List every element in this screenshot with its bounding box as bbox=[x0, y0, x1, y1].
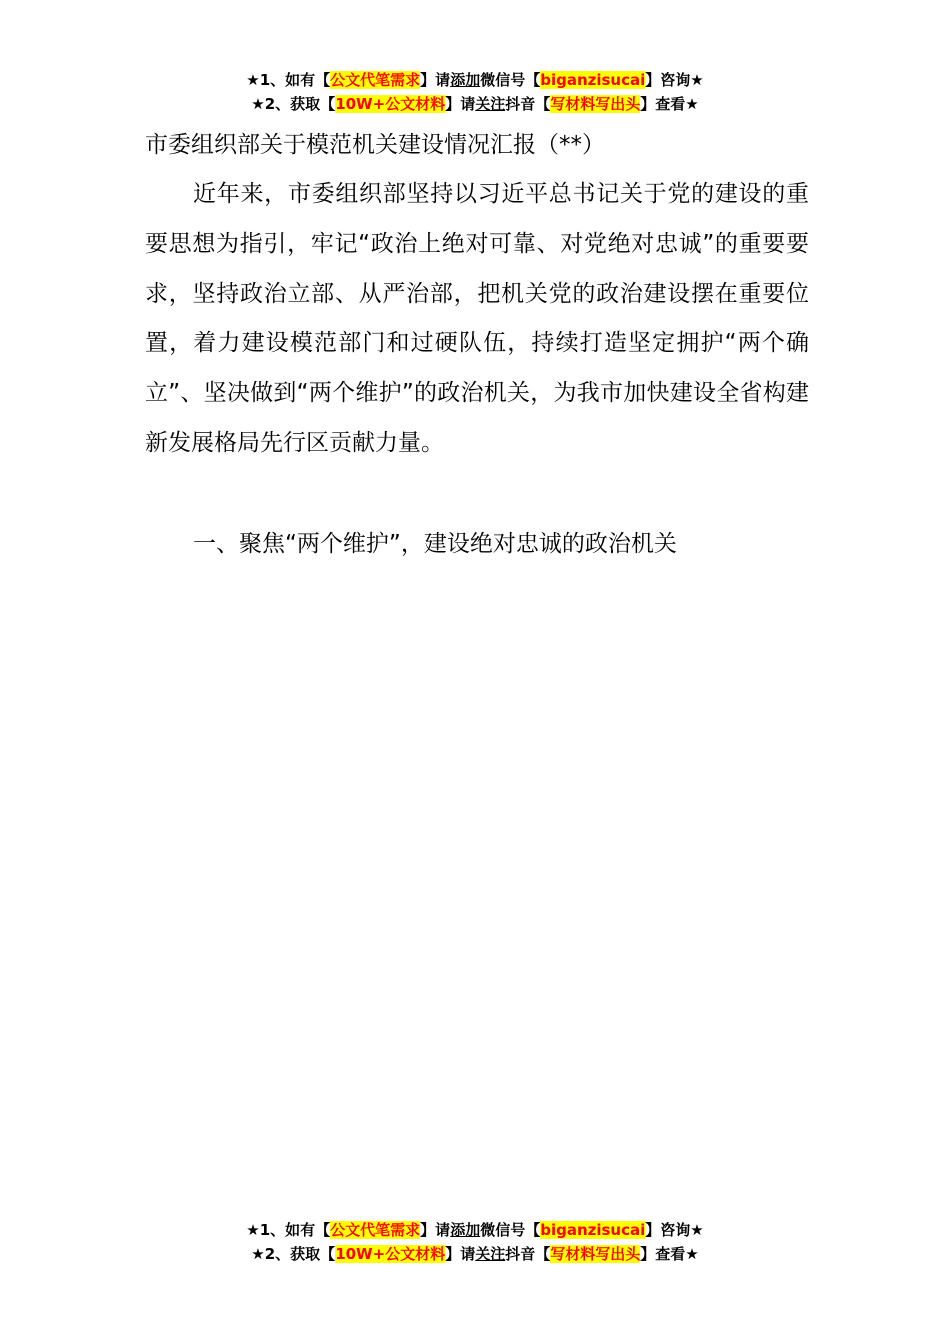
promo-line-1-highlight-wechat: biganzisucai bbox=[540, 71, 646, 89]
promo-line-2-highlight-materials: 10W+公文材料 bbox=[335, 1245, 446, 1263]
promo-line-1-text: 】请 bbox=[420, 1221, 451, 1239]
promo-line-1-highlight-service: 公文代笔需求 bbox=[330, 1221, 421, 1239]
promo-line-1-underline: 添加 bbox=[450, 71, 481, 89]
promo-line-1-text-2: 微信号【 bbox=[480, 1221, 541, 1239]
promo-line-2-highlight-materials: 10W+公文材料 bbox=[335, 95, 446, 113]
promo-line-2-highlight-douyin: 写材料写出头 bbox=[550, 95, 641, 113]
promo-line-1-text: 】请 bbox=[420, 71, 451, 89]
promo-line-2-prefix: ★2、获取【 bbox=[251, 1245, 336, 1263]
promo-line-1 bbox=[0, 1218, 950, 1242]
section-heading: 一、聚焦“两个维护”，建设绝对忠诚的政治机关 bbox=[193, 531, 677, 557]
promo-line-2-suffix: 】查看★ bbox=[640, 1245, 699, 1263]
promo-line-1-prefix: ★1、如有【 bbox=[246, 1221, 331, 1239]
promo-line-2 bbox=[0, 92, 950, 116]
promo-line-2-text: 】请 bbox=[445, 95, 476, 113]
promo-line-2-suffix: 】查看★ bbox=[640, 95, 699, 113]
document-title: 市委组织部关于模范机关建设情况汇报（**） bbox=[145, 132, 605, 158]
promo-line-1-suffix: 】咨询★ bbox=[645, 71, 704, 89]
promo-line-2-prefix: ★2、获取【 bbox=[251, 95, 336, 113]
promo-line-2-text: 】请 bbox=[445, 1245, 476, 1263]
promo-line-2-highlight-douyin: 写材料写出头 bbox=[550, 1245, 641, 1263]
promo-line-2-underline: 关注 bbox=[475, 95, 506, 113]
promo-line-2-underline: 关注 bbox=[475, 1245, 506, 1263]
promo-line-1 bbox=[0, 68, 950, 92]
promo-line-1-highlight-wechat: biganzisucai bbox=[540, 1221, 646, 1239]
promo-line-2-text-2: 抖音【 bbox=[505, 95, 551, 113]
promo-line-2-text-2: 抖音【 bbox=[505, 1245, 551, 1263]
promo-line-1-prefix: ★1、如有【 bbox=[246, 71, 331, 89]
bottom-promo-banner bbox=[0, 1218, 950, 1266]
promo-line-1-suffix: 】咨询★ bbox=[645, 1221, 704, 1239]
promo-line-2 bbox=[0, 1242, 950, 1266]
promo-line-1-text-2: 微信号【 bbox=[480, 71, 541, 89]
promo-line-1-highlight-service: 公文代笔需求 bbox=[330, 71, 421, 89]
document-paragraph: 近年来，市委组织部坚持以习近平总书记关于党的建设的重要思想为指引，牢记“政治上绝对可靠、对党绝对忠诚”的重要要求，坚持政治立部、从严治部，把机关党的政治建设摆在重要位置，着力建设模范部门和过硬队伍，持续打造坚定拥护“两个确立”、坚决做到“两个维护”的政治机关，为我市加快建设全省构建新发展格局先行区贡献力量。 bbox=[145, 181, 809, 456]
promo-line-1-underline: 添加 bbox=[450, 1221, 481, 1239]
top-promo-banner bbox=[0, 68, 950, 116]
